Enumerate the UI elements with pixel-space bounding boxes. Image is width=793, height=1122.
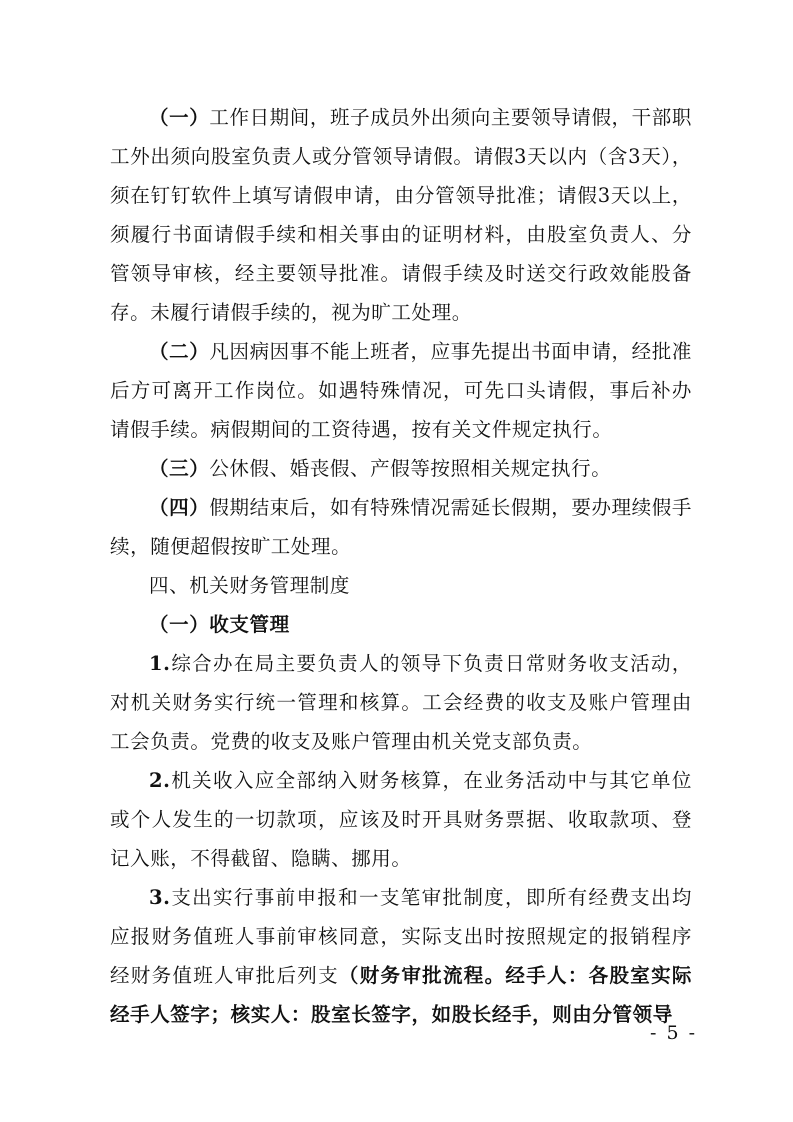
subsection-heading: （一）收支管理 [149,613,290,636]
page-number: - 5 - [649,1022,697,1044]
paragraph-leave-2 [110,332,692,449]
item-text: 机关收入应全部纳入财务核算，在业务活动中与其它单位或个人发生的一切款项，应该及时开具财务票据、收取款项、登记入账，不得截留、隐瞒、挪用。 [110,769,692,870]
item-bold-tail: （财务审批流程。经手人：各股室实际经手人签字；核实人：股室长签字，如股长经手，则由分管领导 [110,964,692,1026]
item-number: 1. [149,652,171,675]
paragraph-lead: （四） [149,496,210,519]
finance-item-3 [110,878,692,1034]
paragraph-leave-3 [110,449,692,488]
item-text: 支出实行事前申报和一支笔审批制度，即所有经费支出均应报财务值班人事前审核同意，实际支出时按照规定的报销程序经财务值班人审批后列支 [110,886,692,987]
paragraph-lead: （三） [149,457,210,480]
paragraph-lead: （二） [149,340,210,363]
section-heading: 四、机关财务管理制度 [149,574,351,597]
paragraph-text: 假期结束后，如有特殊情况需延长假期，要办理续假手续，随便超假按旷工处理。 [110,496,692,558]
paragraph-text: 公休假、婚丧假、产假等按照相关规定执行。 [209,457,612,480]
item-number: 2. [149,769,171,792]
finance-item-2 [110,761,692,878]
paragraph-text: 工作日期间，班子成员外出须向主要领导请假，干部职工外出须向股室负责人或分管领导请假。请假3天以内（含3天），须在钉钉软件上填写请假申请，由分管领导批准；请假3天以上，须履行书面请假手续和相关事由的证明材料，由股室负责人、分管领导审核，经主要领导批准。请假手续及时送交行政效能股备存。未履行请假手续的，视为旷工处理。 [110,106,692,324]
document-body [110,98,692,1034]
paragraph-text: 凡因病因事不能上班者，应事先提出书面申请，经批准后方可离开工作岗位。如遇特殊情况，可先口头请假，事后补办请假手续。病假期间的工资待遇，按有关文件规定执行。 [110,340,692,441]
paragraph-leave-4 [110,488,692,566]
paragraph-lead: （一） [149,106,210,129]
paragraph-leave-1 [110,98,692,332]
item-text: 综合办在局主要负责人的领导下负责日常财务收支活动，对机关财务实行统一管理和核算。工会经费的收支及账户管理由工会负责。党费的收支及账户管理由机关党支部负责。 [110,652,692,753]
item-number: 3. [149,886,171,909]
finance-item-1 [110,644,692,761]
